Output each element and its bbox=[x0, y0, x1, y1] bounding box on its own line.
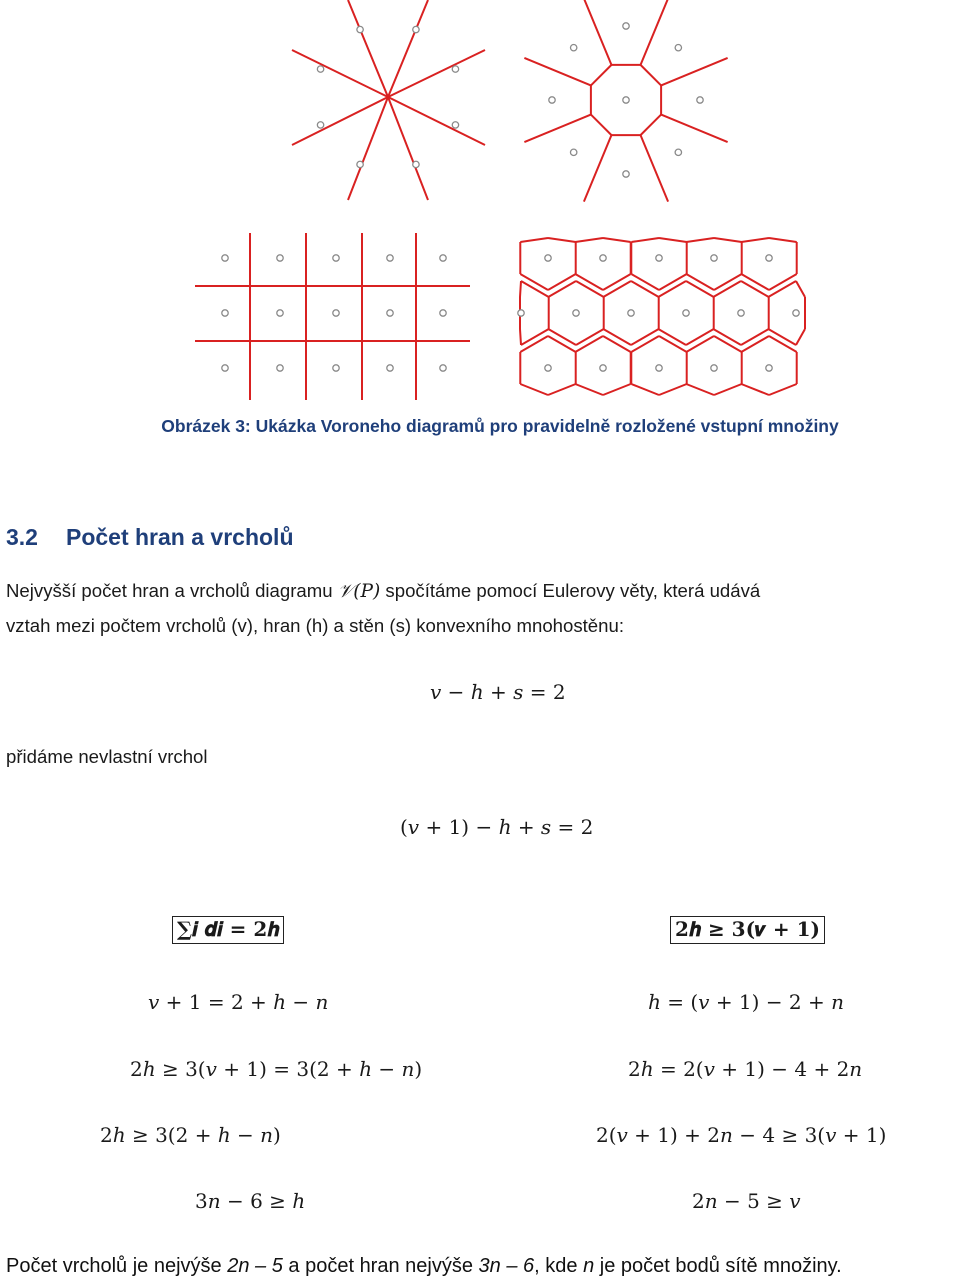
voronoi-site bbox=[277, 310, 283, 316]
voronoi-edge bbox=[388, 0, 428, 97]
voronoi-edge bbox=[641, 115, 662, 136]
voronoi-edge bbox=[292, 50, 388, 97]
voronoi-edge bbox=[520, 329, 521, 345]
voronoi-site bbox=[357, 161, 363, 167]
voronoi-edge bbox=[603, 336, 631, 352]
voronoi-edge bbox=[659, 238, 687, 242]
voronoi-edge bbox=[631, 336, 659, 352]
voronoi-edge bbox=[388, 97, 428, 200]
voronoi-figure bbox=[0, 0, 960, 410]
voronoi-edge bbox=[584, 0, 612, 65]
right-eq-2: 2ℎ = 2(𝑣 + 1) − 4 + 2𝑛 bbox=[628, 1057, 863, 1081]
boxed-edge-bound: 𝟐𝒉 ≥ 𝟑(𝒗 + 𝟏) bbox=[670, 916, 825, 944]
intro-text-before: Nejvyšší počet hran a vrcholů diagramu bbox=[6, 580, 338, 601]
voronoi-site bbox=[549, 97, 555, 103]
voronoi-site bbox=[766, 365, 772, 371]
voronoi-edge bbox=[292, 97, 388, 145]
conclusion-sentence bbox=[6, 1255, 842, 1278]
voronoi-site bbox=[766, 255, 772, 261]
voronoi-edge bbox=[714, 238, 742, 242]
voronoi-site bbox=[623, 23, 629, 29]
voronoi-edge bbox=[631, 281, 659, 297]
voronoi-edge bbox=[603, 329, 631, 345]
voronoi-site bbox=[317, 122, 323, 128]
right-eq-1: ℎ = (𝑣 + 1) − 2 + 𝑛 bbox=[648, 990, 845, 1014]
voronoi-site bbox=[711, 255, 717, 261]
voronoi-edge bbox=[641, 65, 662, 86]
conclusion-part-4: je počet bodů sítě množiny. bbox=[594, 1255, 842, 1277]
right-eq-3: 2(𝑣 + 1) + 2𝑛 − 4 ≥ 3(𝑣 + 1) bbox=[596, 1123, 887, 1147]
voronoi-site bbox=[387, 365, 393, 371]
voronoi-site bbox=[675, 44, 681, 50]
voronoi-site bbox=[333, 255, 339, 261]
voronoi-grid-diagram bbox=[195, 233, 470, 400]
conclusion-edge-bound: 3n – 6 bbox=[478, 1255, 535, 1277]
voronoi-site bbox=[573, 310, 579, 316]
voronoi-site bbox=[413, 161, 419, 167]
voronoi-edge bbox=[388, 50, 485, 97]
voronoi-site bbox=[222, 310, 228, 316]
voronoi-octagon-diagram bbox=[524, 0, 727, 202]
voronoi-edge bbox=[769, 238, 797, 242]
voronoi-edge bbox=[641, 135, 669, 202]
voronoi-edge bbox=[659, 384, 687, 395]
voronoi-edge bbox=[631, 274, 659, 290]
voronoi-site bbox=[683, 310, 689, 316]
voronoi-site bbox=[333, 310, 339, 316]
section-title: Počet hran a vrcholů bbox=[65, 524, 294, 550]
voronoi-edge bbox=[584, 135, 612, 202]
voronoi-site bbox=[440, 255, 446, 261]
voronoi-hex-diagram bbox=[518, 238, 805, 395]
voronoi-edge bbox=[714, 384, 742, 395]
conclusion-vertex-bound: 2n – 5 bbox=[227, 1255, 283, 1277]
voronoi-edge bbox=[661, 115, 728, 143]
voronoi-site bbox=[222, 365, 228, 371]
voronoi-site bbox=[518, 310, 524, 316]
voronoi-site bbox=[440, 310, 446, 316]
intro-line-2: vztah mezi počtem vrcholů (v), hran (h) a stěn (s) konvexního mnohostěnu: bbox=[6, 615, 624, 636]
voronoi-site bbox=[623, 97, 629, 103]
voronoi-site bbox=[675, 149, 681, 155]
conclusion-n: n bbox=[583, 1255, 595, 1277]
voronoi-site bbox=[413, 26, 419, 32]
intro-text-after: spočítáme pomocí Eulerovy věty, která udává bbox=[380, 580, 761, 601]
intro-line-1 bbox=[6, 580, 760, 602]
voronoi-edge bbox=[548, 281, 576, 297]
voronoi-edge bbox=[548, 336, 576, 352]
figure-caption: Obrázek 3: Ukázka Voroneho diagramů pro pravidelně rozložené vstupní množiny bbox=[161, 416, 839, 436]
voronoi-edge bbox=[548, 384, 576, 395]
voronoi-edge bbox=[631, 384, 659, 395]
voronoi-edge bbox=[741, 281, 769, 297]
voronoi-site bbox=[333, 365, 339, 371]
voronoi-edge bbox=[741, 238, 769, 242]
voronoi-edge bbox=[741, 274, 769, 290]
voronoi-edge bbox=[686, 274, 714, 290]
voronoi-site bbox=[738, 310, 744, 316]
boxed-degree-sum: ∑𝒊 𝒅𝒊 = 𝟐𝒉 bbox=[172, 916, 284, 944]
voronoi-edge bbox=[348, 97, 388, 200]
voronoi-edge bbox=[741, 329, 769, 345]
voronoi-edge bbox=[603, 281, 631, 297]
voronoi-edge bbox=[631, 329, 659, 345]
voronoi-symbol: 𝒱(𝑃) bbox=[337, 581, 381, 602]
voronoi-site bbox=[452, 122, 458, 128]
voronoi-site bbox=[357, 26, 363, 32]
voronoi-edge bbox=[575, 238, 603, 242]
section-heading bbox=[6, 524, 294, 551]
voronoi-site bbox=[793, 310, 799, 316]
voronoi-site bbox=[656, 365, 662, 371]
conclusion-part-1: Počet vrcholů je nejvýše bbox=[6, 1255, 228, 1277]
voronoi-edge bbox=[686, 281, 714, 297]
voronoi-site bbox=[545, 365, 551, 371]
right-eq-4: 2𝑛 − 5 ≥ 𝑣 bbox=[692, 1189, 801, 1213]
voronoi-site bbox=[570, 149, 576, 155]
voronoi-site bbox=[317, 66, 323, 72]
section-number: 3.2 bbox=[6, 524, 38, 550]
voronoi-site bbox=[452, 66, 458, 72]
voronoi-edge bbox=[603, 238, 631, 242]
voronoi-site bbox=[222, 255, 228, 261]
voronoi-site bbox=[277, 255, 283, 261]
voronoi-site bbox=[628, 310, 634, 316]
voronoi-edge bbox=[686, 384, 714, 395]
voronoi-site bbox=[711, 365, 717, 371]
voronoi-star-diagram bbox=[292, 0, 485, 200]
voronoi-edge bbox=[796, 329, 805, 345]
voronoi-edge bbox=[686, 336, 714, 352]
voronoi-edge bbox=[520, 384, 548, 395]
voronoi-site bbox=[600, 255, 606, 261]
euler-plus-formula: (𝑣 + 1) − ℎ + 𝑠 = 2 bbox=[400, 815, 594, 839]
voronoi-edge bbox=[548, 238, 576, 242]
voronoi-site bbox=[570, 44, 576, 50]
voronoi-edge bbox=[388, 97, 485, 145]
left-eq-1: 𝑣 + 1 = 2 + ℎ − 𝑛 bbox=[148, 990, 329, 1014]
voronoi-site bbox=[387, 255, 393, 261]
conclusion-part-3: , kde bbox=[534, 1255, 584, 1277]
voronoi-edge bbox=[591, 65, 612, 86]
left-eq-2: 2ℎ ≥ 3(𝑣 + 1) = 3(2 + ℎ − 𝑛) bbox=[130, 1057, 423, 1081]
voronoi-site bbox=[277, 365, 283, 371]
voronoi-edge bbox=[575, 384, 603, 395]
voronoi-edge bbox=[524, 115, 591, 143]
euler-formula: 𝑣 − ℎ + 𝑠 = 2 bbox=[430, 680, 566, 704]
voronoi-site bbox=[623, 171, 629, 177]
left-eq-4: 3𝑛 − 6 ≥ ℎ bbox=[195, 1189, 306, 1213]
added-vertex-text: přidáme nevlastní vrchol bbox=[6, 746, 208, 767]
voronoi-site bbox=[600, 365, 606, 371]
voronoi-edge bbox=[520, 238, 548, 242]
voronoi-edge bbox=[661, 58, 728, 86]
voronoi-edge bbox=[769, 384, 797, 395]
voronoi-edge bbox=[524, 58, 591, 86]
voronoi-edge bbox=[348, 0, 388, 97]
voronoi-edge bbox=[686, 238, 714, 242]
voronoi-site bbox=[656, 255, 662, 261]
left-eq-3: 2ℎ ≥ 3(2 + ℎ − 𝑛) bbox=[100, 1123, 281, 1147]
voronoi-site bbox=[387, 310, 393, 316]
voronoi-edge bbox=[641, 0, 669, 65]
voronoi-edge bbox=[796, 281, 805, 297]
voronoi-edge bbox=[548, 274, 576, 290]
voronoi-edge bbox=[548, 329, 576, 345]
voronoi-edge bbox=[686, 329, 714, 345]
voronoi-edge bbox=[603, 274, 631, 290]
voronoi-edge bbox=[591, 115, 612, 136]
voronoi-edge bbox=[741, 384, 769, 395]
conclusion-part-2: a počet hran nejvýše bbox=[282, 1255, 479, 1277]
voronoi-edge bbox=[631, 238, 659, 242]
voronoi-site bbox=[440, 365, 446, 371]
voronoi-edge bbox=[603, 384, 631, 395]
voronoi-site bbox=[697, 97, 703, 103]
voronoi-edge bbox=[741, 336, 769, 352]
voronoi-edge bbox=[520, 281, 521, 297]
voronoi-site bbox=[545, 255, 551, 261]
